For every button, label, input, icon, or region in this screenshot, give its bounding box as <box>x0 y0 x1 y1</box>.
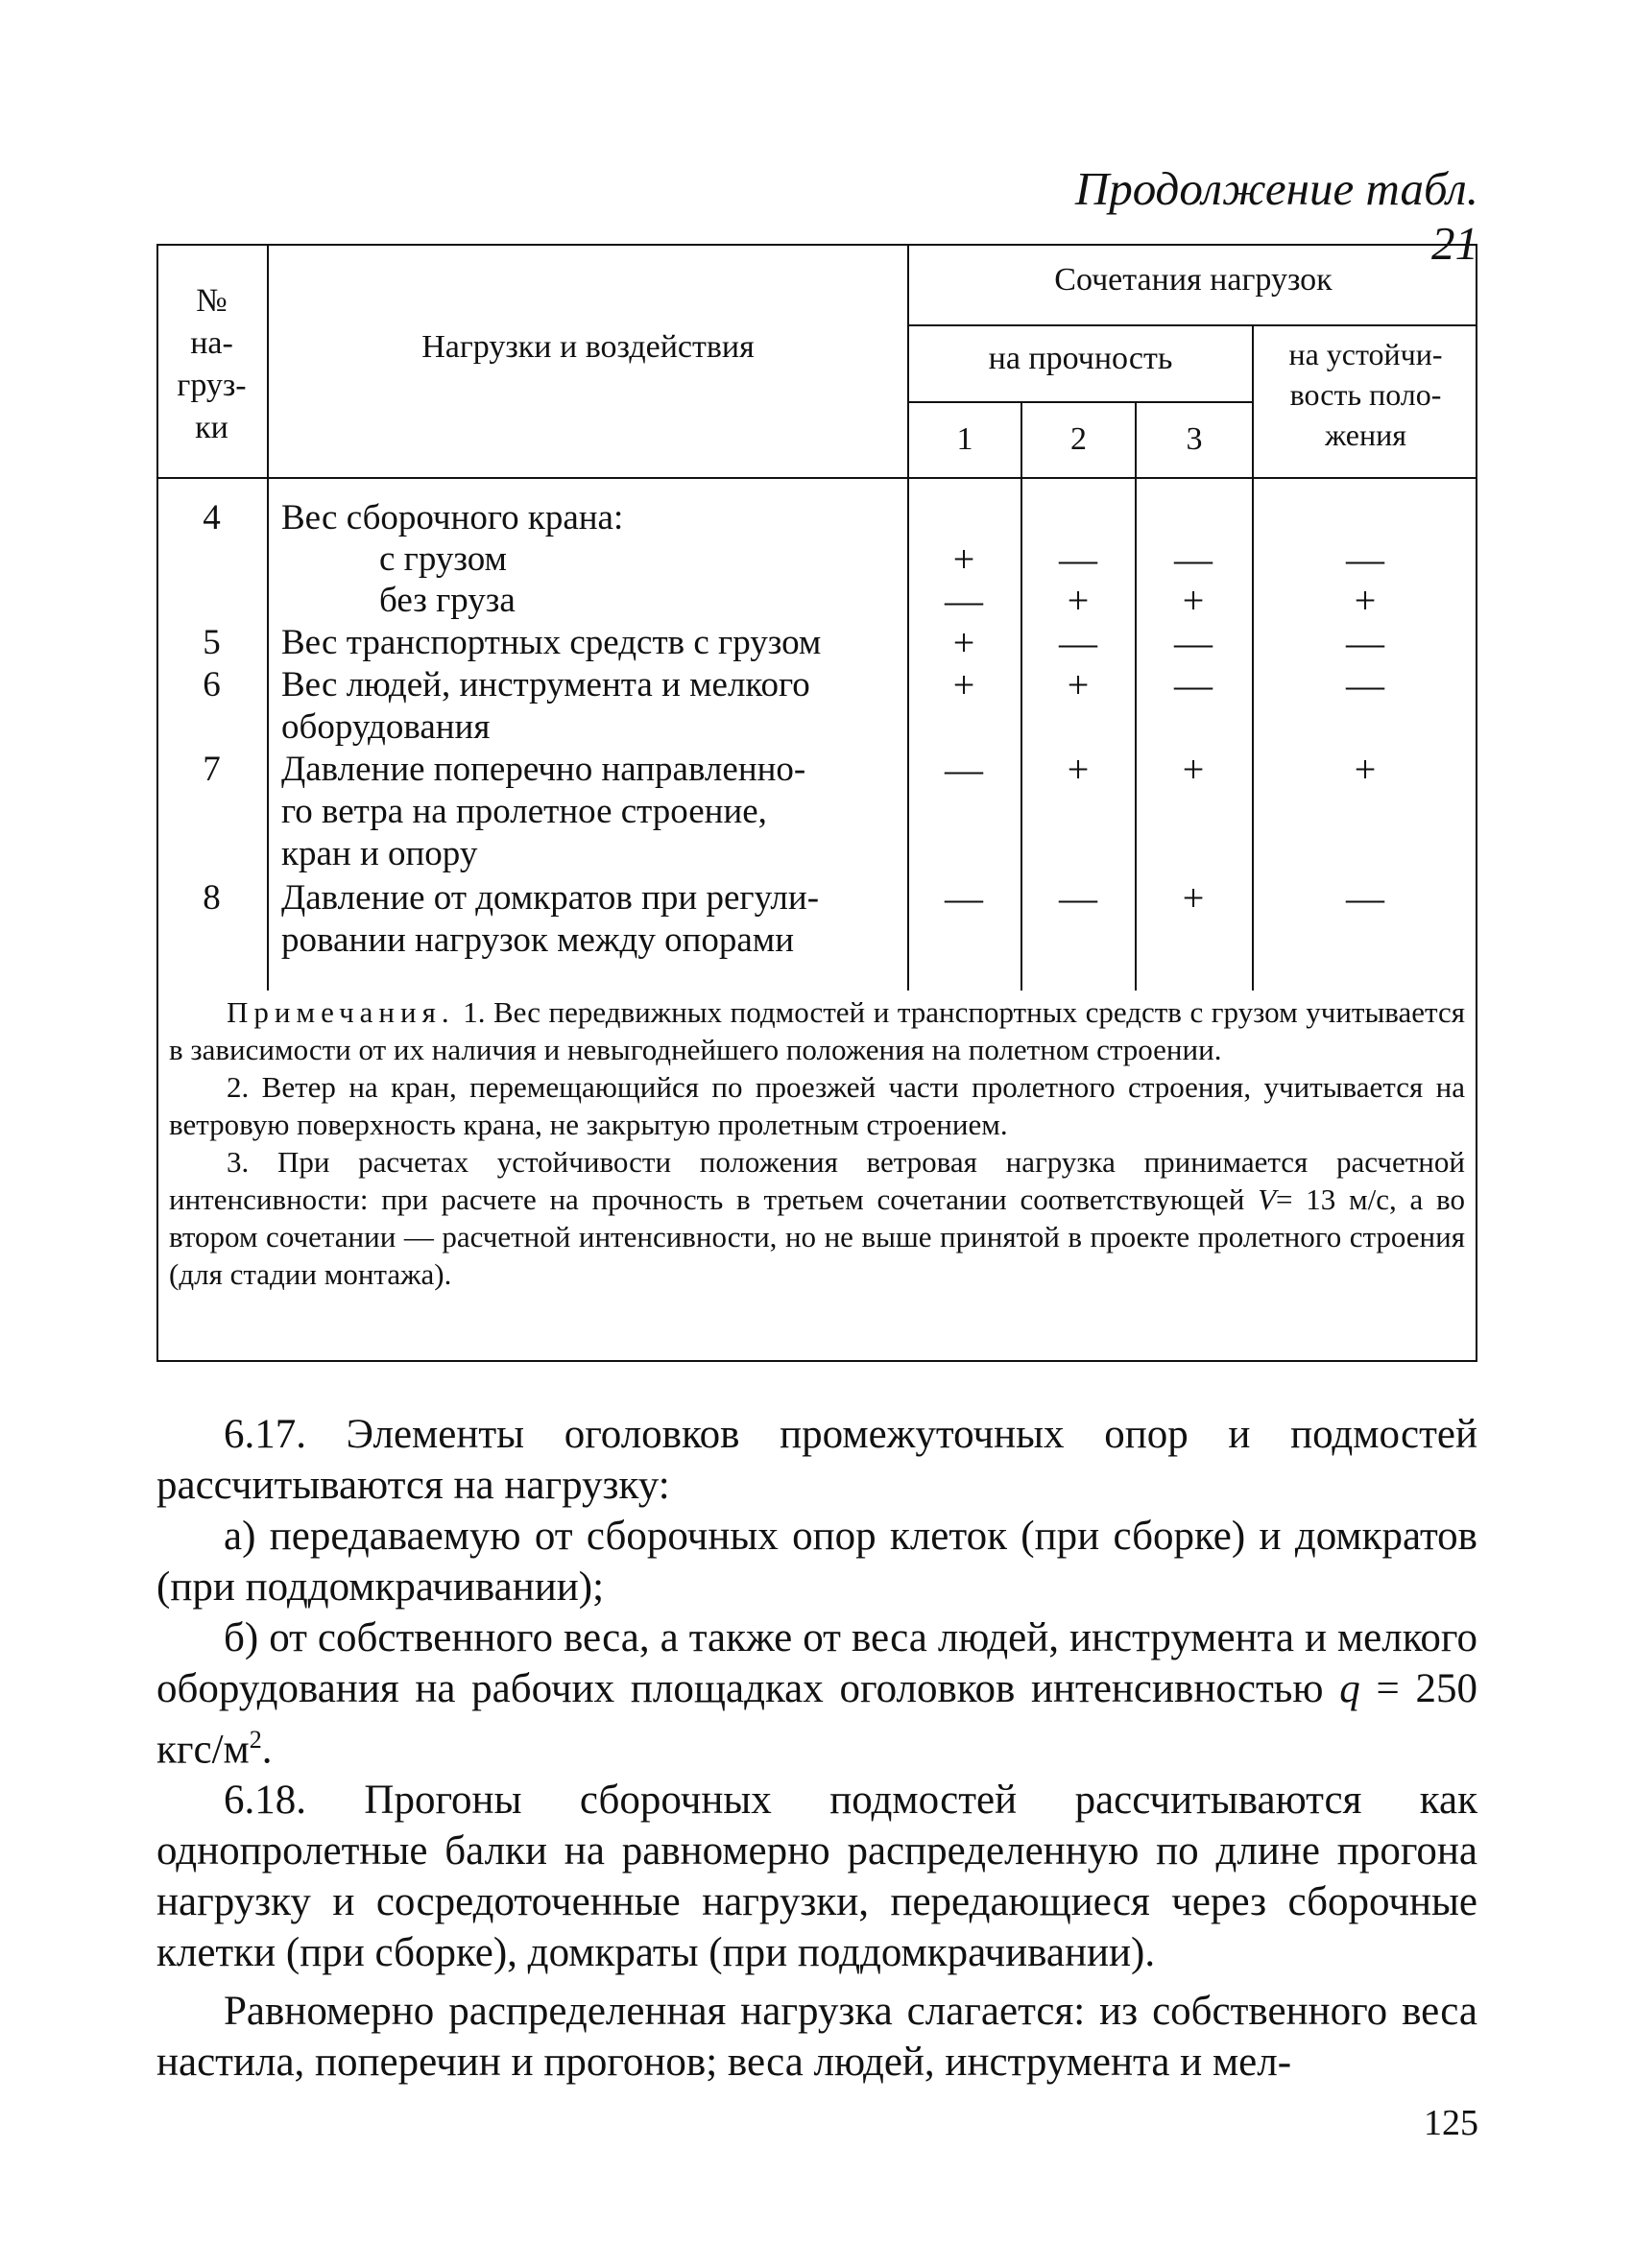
sign-cell: — <box>1346 621 1384 664</box>
sign-cell: — <box>1346 537 1384 581</box>
table-caption: Продолжение табл. 21 <box>1074 162 1478 270</box>
row-no: 5 <box>203 623 221 662</box>
note-2: 2. Ветер на кран, перемещающийся по проезжей части пролетного строения, учитывается на ветровую поверхность крана, не закрытую пролетным строением. <box>169 1070 1465 1141</box>
paragraph-6-18: 6.18. Прогоны сборочных подмостей рассчитываются как однопролетные балки на равномерно распределенную по длине прогона нагрузку и сосредоточенные нагрузки, передающиеся через сборочные клетки (при сборке), домкраты (при поддомкрачивании). <box>156 1778 1477 1976</box>
note-3: 3. При расчетах устойчивости положения ветровая нагрузка принимается расчетной интенсивности: при расчете на прочность в третьем сочетании соответствующей V= 13 м/с, а во втором сочетании — расчетной интенсивности, но не выше принятой в проекте пролетного строения (для стадии монтажа). <box>169 1145 1465 1291</box>
sign-cell: — <box>1346 876 1384 919</box>
divider-header <box>156 477 1477 479</box>
note-1: Примечания. 1. Вес передвижных подмостей и транспортных средств с грузом учитывается в зависимости от их наличия и невыгоднейшего положения на полетном строении. <box>169 995 1465 1066</box>
row-label: го ветра на пролетное строение, <box>281 792 767 831</box>
header-stability: на устойчи- вость поло- жения <box>1288 337 1443 452</box>
sign-cell: + <box>1067 579 1090 622</box>
row-label: без груза <box>379 581 516 620</box>
header-col-3: 3 <box>1186 421 1203 457</box>
header-col-2: 2 <box>1070 421 1087 457</box>
table-notes <box>169 993 1465 1293</box>
sign-cell: + <box>1182 876 1205 919</box>
header-strength: на прочность <box>988 341 1173 376</box>
row-label: Давление от домкратов при регули- <box>281 878 820 918</box>
sign-cell: + <box>952 537 975 581</box>
sign-cell: + <box>1067 748 1090 791</box>
sign-cell: — <box>1174 621 1213 664</box>
divider-combinations <box>907 324 1477 326</box>
sign-cell: — <box>945 579 983 622</box>
header-loads: Нагрузки и воздействия <box>421 329 755 365</box>
row-no: 4 <box>203 498 221 537</box>
row-label: Давление поперечно направленно- <box>281 750 806 789</box>
notes-label: Примечания. <box>227 995 455 1029</box>
sign-cell: — <box>1059 537 1097 581</box>
row-label: оборудования <box>281 707 491 747</box>
sign-cell: — <box>945 876 983 919</box>
sign-cell: + <box>952 621 975 664</box>
sign-cell: + <box>952 663 975 706</box>
sign-cell: + <box>1067 663 1090 706</box>
row-label: ровании нагрузок между опорами <box>281 920 795 960</box>
sign-cell: — <box>1346 663 1384 706</box>
divider-col-2 <box>1135 401 1137 991</box>
row-no: 7 <box>203 750 221 789</box>
row-label: с грузом <box>379 539 507 579</box>
divider-strength <box>907 401 1252 403</box>
header-no: № на- груз- ки <box>177 283 247 445</box>
header-combinations: Сочетания нагрузок <box>1054 262 1333 298</box>
sign-cell: — <box>1174 663 1213 706</box>
body-text <box>156 1409 1477 2088</box>
paragraph-a: а) передаваемую от сборочных опор клеток (при сборке) и домкратов (при поддомкрачивании); <box>156 1514 1477 1610</box>
sign-cell: + <box>1182 579 1205 622</box>
header-col-1: 1 <box>956 421 973 457</box>
row-label: Вес людей, инструмента и мелкого <box>281 665 810 704</box>
paragraph-b: б) от собственного веса, а также от веса людей, инструмента и мелкого оборудования на рабочих площадках оголовков интенсивностью q = 250 кгс/$м^2$. <box>156 1615 1477 1773</box>
sign-cell: — <box>945 748 983 791</box>
sign-cell: + <box>1354 579 1377 622</box>
sign-cell: + <box>1354 748 1377 791</box>
divider-col-1 <box>1021 401 1022 991</box>
row-no: 8 <box>203 878 221 918</box>
paragraph-uniform-load: Равномерно распределенная нагрузка слагается: из собственного веса настила, поперечин и прогонов; веса людей, инструмента и мел- <box>156 1989 1477 2086</box>
row-label: Вес сборочного крана: <box>281 498 624 537</box>
row-no: 6 <box>203 665 221 704</box>
sign-cell: — <box>1059 876 1097 919</box>
sign-cell: — <box>1059 621 1097 664</box>
page-number: 125 <box>1424 2103 1478 2143</box>
row-label: кран и опору <box>281 834 478 873</box>
sign-cell: + <box>1182 748 1205 791</box>
row-label: Вес транспортных средств с грузом <box>281 623 822 662</box>
paragraph-6-17: 6.17. Элементы оголовков промежуточных опор и подмостей рассчитываются на нагрузку: <box>156 1412 1477 1508</box>
sign-cell: — <box>1174 537 1213 581</box>
